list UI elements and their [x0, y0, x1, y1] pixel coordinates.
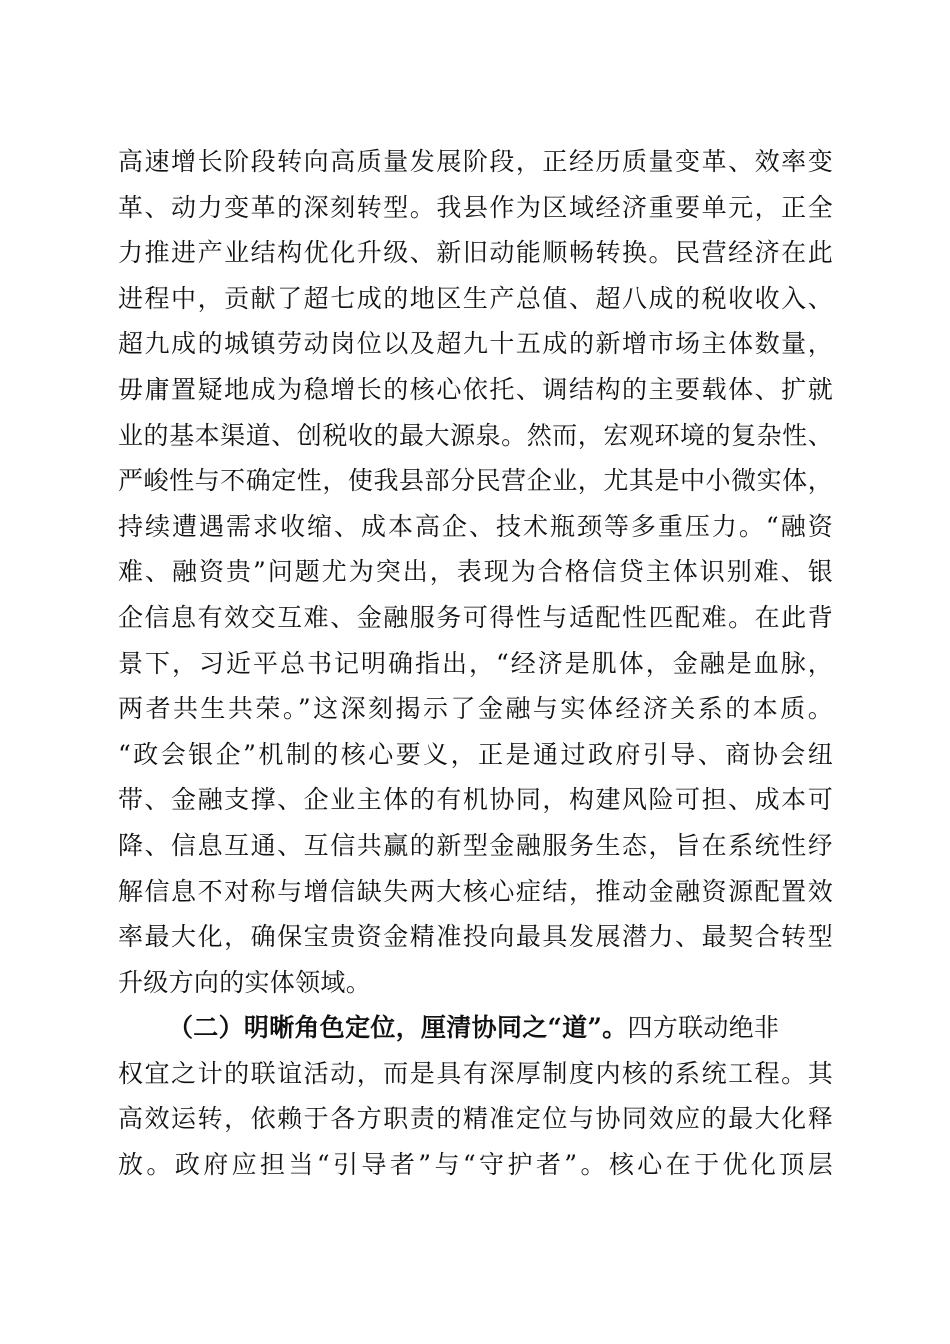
text-line: 权宜之计的联谊活动，而是具有深厚制度内核的系统工程。其: [118, 1058, 833, 1088]
text-line: 毋庸置疑地成为稳增长的核心依托、调结构的主要载体、扩就: [118, 374, 833, 404]
text-run: 四方联动绝非: [627, 1013, 780, 1043]
text-line: 带、金融支撑、企业主体的有机协同，构建风险可担、成本可: [118, 785, 833, 815]
text-line: 升级方向的实体领域。: [118, 967, 372, 997]
text-line: 业的基本渠道、创税收的最大源泉。然而，宏观环境的复杂性、: [118, 420, 833, 450]
text-line: 率最大化，确保宝贵资金精准投向最具发展潜力、最契合转型: [118, 922, 833, 952]
text-line: 进程中，贡献了超七成的地区生产总值、超八成的税收收入、: [118, 283, 833, 313]
text-line: 严峻性与不确定性，使我县部分民营企业，尤其是中小微实体，: [118, 466, 833, 496]
text-line: 降、信息互通、互信共赢的新型金融服务生态，旨在系统性纾: [118, 830, 833, 860]
text-line: 放。政府应担当“引导者”与“守护者”。核心在于优化顶层: [118, 1150, 833, 1180]
paragraph-2: [118, 1005, 833, 1187]
text-line: 难、融资贵”问题尤为突出，表现为合格信贷主体识别难、银: [118, 557, 833, 587]
section-heading: （二）明晰角色定位，厘清协同之“道”。: [168, 1013, 628, 1043]
text-line: 超九成的城镇劳动岗位以及超九十五成的新增市场主体数量，: [118, 329, 833, 359]
text-line: 高效运转，依赖于各方职责的精准定位与协同效应的最大化释: [118, 1104, 833, 1134]
paragraph-1: [118, 139, 833, 1005]
text-line: 革、动力变革的深刻转型。我县作为区域经济重要单元，正全: [118, 192, 833, 222]
text-line: 两者共生共荣。”这深刻揭示了金融与实体经济关系的本质。: [118, 694, 833, 724]
text-line: 高速增长阶段转向高质量发展阶段，正经历质量变革、效率变: [118, 147, 833, 176]
paragraph-2-first-line: [118, 1005, 833, 1051]
text-line: 持续遭遇需求收缩、成本高企、技术瓶颈等多重压力。“融资: [118, 511, 833, 541]
document-body: [118, 139, 833, 1188]
text-line: 景下，习近平总书记明确指出，“经济是肌体，金融是血脉，: [118, 648, 833, 678]
text-line: 企信息有效交互难、金融服务可得性与适配性匹配难。在此背: [118, 602, 833, 632]
text-line: “政会银企”机制的核心要义，正是通过政府引导、商协会纽: [118, 739, 833, 769]
text-line: 解信息不对称与增信缺失两大核心症结，推动金融资源配置效: [118, 876, 833, 906]
text-line: 力推进产业结构优化升级、新旧动能顺畅转换。民营经济在此: [118, 238, 833, 268]
